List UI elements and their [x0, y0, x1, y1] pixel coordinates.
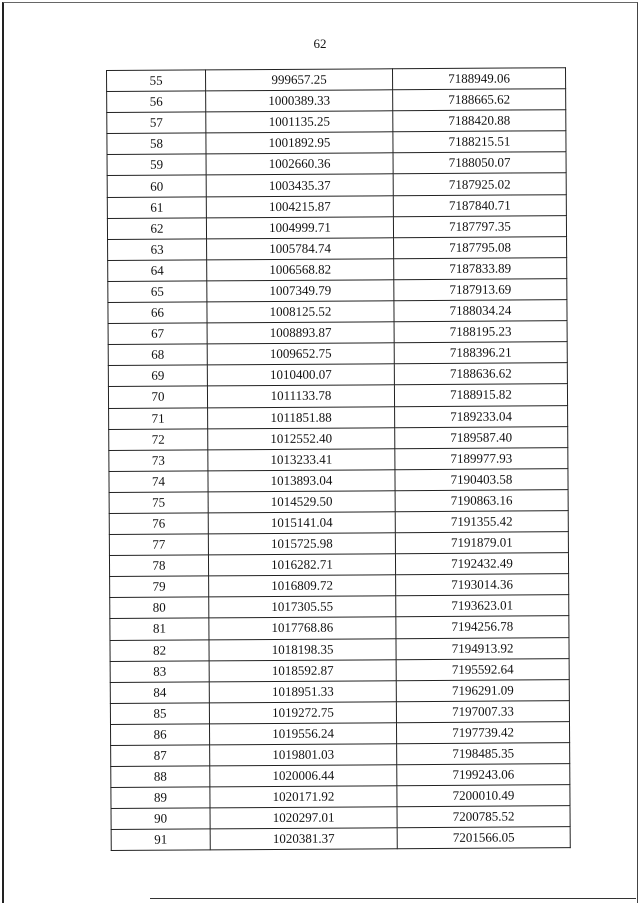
table-row [108, 363, 567, 387]
table-row [107, 89, 566, 113]
table-row [110, 722, 569, 746]
x-coordinate-cell: 1018951.33 [209, 680, 396, 702]
point-number-cell: 74 [109, 471, 208, 493]
page-number: 62 [313, 36, 327, 51]
x-coordinate-cell: 1003435.37 [206, 174, 393, 196]
x-coordinate-cell: 1013893.04 [208, 470, 395, 492]
table-row [109, 490, 568, 514]
point-number-cell: 79 [110, 576, 209, 598]
x-coordinate-cell: 1015725.98 [208, 533, 395, 555]
y-coordinate-cell: 7188665.62 [393, 89, 566, 111]
point-number-cell: 77 [109, 534, 208, 556]
table-row [108, 300, 567, 324]
y-coordinate-cell: 7191355.42 [395, 511, 568, 533]
table-row [109, 447, 568, 471]
x-coordinate-cell: 1001892.95 [206, 132, 393, 154]
table-row [109, 532, 568, 556]
point-number-cell: 59 [107, 154, 206, 176]
point-number-cell: 83 [110, 661, 209, 683]
x-coordinate-cell: 1020381.37 [210, 828, 397, 850]
point-number-cell: 71 [109, 407, 208, 429]
table-row [110, 595, 569, 619]
point-number-cell: 61 [107, 196, 206, 218]
x-coordinate-cell: 1016809.72 [209, 575, 396, 597]
table-row [107, 173, 566, 197]
x-coordinate-cell: 1008893.87 [207, 322, 394, 344]
x-coordinate-cell: 1001135.25 [206, 111, 393, 133]
y-coordinate-cell: 7194256.78 [396, 616, 569, 638]
y-coordinate-cell: 7193623.01 [396, 595, 569, 617]
table-row [108, 236, 567, 260]
y-coordinate-cell: 7195592.64 [396, 658, 569, 680]
x-coordinate-cell: 999657.25 [206, 69, 393, 91]
point-number-cell: 64 [108, 260, 207, 282]
point-number-cell: 73 [109, 450, 208, 472]
table-row [107, 68, 566, 92]
x-coordinate-cell: 1020297.01 [210, 807, 397, 829]
y-coordinate-cell: 7189233.04 [395, 405, 568, 427]
y-coordinate-cell: 7188215.51 [393, 131, 566, 153]
y-coordinate-cell: 7198485.35 [397, 743, 570, 765]
x-coordinate-cell: 1012552.40 [208, 427, 395, 449]
y-coordinate-cell: 7187925.02 [393, 173, 566, 195]
coordinate-table-container [106, 67, 567, 851]
point-number-cell: 87 [111, 745, 210, 767]
table-row [110, 616, 569, 640]
point-number-cell: 60 [107, 175, 206, 197]
table-row [107, 152, 566, 176]
y-coordinate-cell: 7188915.82 [394, 384, 567, 406]
y-coordinate-cell: 7200010.49 [397, 785, 570, 807]
y-coordinate-cell: 7190403.58 [395, 468, 568, 490]
x-coordinate-cell: 1004999.71 [206, 216, 393, 238]
x-coordinate-cell: 1019272.75 [209, 702, 396, 724]
coordinate-table-body [107, 68, 571, 851]
table-row [108, 279, 567, 303]
table-row [111, 827, 570, 851]
y-coordinate-cell: 7188636.62 [394, 363, 567, 385]
point-number-cell: 62 [107, 218, 206, 240]
x-coordinate-cell: 1005784.74 [207, 237, 394, 259]
point-number-cell: 85 [110, 703, 209, 725]
x-coordinate-cell: 1014529.50 [208, 491, 395, 513]
point-number-cell: 57 [107, 112, 206, 134]
x-coordinate-cell: 1006568.82 [207, 259, 394, 281]
x-coordinate-cell: 1008125.52 [207, 301, 394, 323]
point-number-cell: 78 [109, 555, 208, 577]
table-row [110, 700, 569, 724]
point-number-cell: 89 [111, 787, 210, 809]
y-coordinate-cell: 7187797.35 [393, 215, 566, 237]
table-row [110, 574, 569, 598]
x-coordinate-cell: 1019801.03 [210, 744, 397, 766]
table-row [111, 743, 570, 767]
table-row [107, 194, 566, 218]
x-coordinate-cell: 1019556.24 [209, 723, 396, 745]
point-number-cell: 69 [108, 365, 207, 387]
table-row [107, 215, 566, 239]
y-coordinate-cell: 7189587.40 [395, 426, 568, 448]
y-coordinate-cell: 7189977.93 [395, 447, 568, 469]
x-coordinate-cell: 1013233.41 [208, 448, 395, 470]
table-row [108, 342, 567, 366]
x-coordinate-cell: 1000389.33 [206, 90, 393, 112]
x-coordinate-cell: 1011851.88 [208, 406, 395, 428]
point-number-cell: 91 [111, 829, 210, 851]
x-coordinate-cell: 1018198.35 [209, 638, 396, 660]
table-row [110, 637, 569, 661]
x-coordinate-cell: 1002660.36 [206, 153, 393, 175]
point-number-cell: 86 [110, 724, 209, 746]
table-row [109, 426, 568, 450]
point-number-cell: 82 [110, 639, 209, 661]
point-number-cell: 80 [110, 597, 209, 619]
table-row [108, 384, 567, 408]
y-coordinate-cell: 7193014.36 [396, 574, 569, 596]
table-row [109, 468, 568, 492]
table-row [110, 658, 569, 682]
x-coordinate-cell: 1020171.92 [210, 786, 397, 808]
point-number-cell: 58 [107, 133, 206, 155]
y-coordinate-cell: 7201566.05 [397, 827, 570, 849]
point-number-cell: 70 [108, 386, 207, 408]
y-coordinate-cell: 7187840.71 [393, 194, 566, 216]
table-row [108, 321, 567, 345]
point-number-cell: 55 [107, 70, 206, 92]
x-coordinate-cell: 1015141.04 [208, 512, 395, 534]
y-coordinate-cell: 7188034.24 [394, 300, 567, 322]
point-number-cell: 75 [109, 492, 208, 514]
point-number-cell: 68 [108, 344, 207, 366]
y-coordinate-cell: 7187913.69 [394, 279, 567, 301]
point-number-cell: 76 [109, 513, 208, 535]
table-row [111, 764, 570, 788]
point-number-cell: 90 [111, 808, 210, 830]
table-row [109, 405, 568, 429]
table-row [110, 679, 569, 703]
point-number-cell: 67 [108, 323, 207, 345]
x-coordinate-cell: 1007349.79 [207, 280, 394, 302]
x-coordinate-cell: 1018592.87 [209, 659, 396, 681]
y-coordinate-cell: 7192432.49 [395, 553, 568, 575]
x-coordinate-cell: 1011133.78 [207, 385, 394, 407]
point-number-cell: 88 [111, 766, 210, 788]
y-coordinate-cell: 7194913.92 [396, 637, 569, 659]
point-number-cell: 56 [107, 91, 206, 113]
table-row [109, 511, 568, 535]
y-coordinate-cell: 7190863.16 [395, 490, 568, 512]
table-row [109, 553, 568, 577]
y-coordinate-cell: 7187795.08 [394, 236, 567, 258]
point-number-cell: 84 [110, 682, 209, 704]
y-coordinate-cell: 7188420.88 [393, 110, 566, 132]
y-coordinate-cell: 7200785.52 [397, 806, 570, 828]
point-number-cell: 65 [108, 281, 207, 303]
coordinate-table [106, 67, 571, 851]
y-coordinate-cell: 7188195.23 [394, 321, 567, 343]
y-coordinate-cell: 7188050.07 [393, 152, 566, 174]
x-coordinate-cell: 1017768.86 [209, 617, 396, 639]
y-coordinate-cell: 7187833.89 [394, 258, 567, 280]
table-row [111, 806, 570, 830]
y-coordinate-cell: 7188396.21 [394, 342, 567, 364]
table-row [108, 258, 567, 282]
point-number-cell: 63 [108, 239, 207, 261]
y-coordinate-cell: 7191879.01 [395, 532, 568, 554]
y-coordinate-cell: 7197007.33 [396, 700, 569, 722]
x-coordinate-cell: 1004215.87 [206, 195, 393, 217]
point-number-cell: 66 [108, 302, 207, 324]
x-coordinate-cell: 1017305.55 [209, 596, 396, 618]
y-coordinate-cell: 7188949.06 [392, 68, 565, 90]
point-number-cell: 81 [110, 618, 209, 640]
x-coordinate-cell: 1009652.75 [207, 343, 394, 365]
table-row [107, 131, 566, 155]
y-coordinate-cell: 7197739.42 [396, 722, 569, 744]
x-coordinate-cell: 1020006.44 [210, 765, 397, 787]
y-coordinate-cell: 7196291.09 [396, 679, 569, 701]
y-coordinate-cell: 7199243.06 [397, 764, 570, 786]
table-row [111, 785, 570, 809]
bottom-rule [150, 898, 636, 899]
x-coordinate-cell: 1016282.71 [208, 554, 395, 576]
x-coordinate-cell: 1010400.07 [207, 364, 394, 386]
point-number-cell: 72 [109, 428, 208, 450]
table-row [107, 110, 566, 134]
